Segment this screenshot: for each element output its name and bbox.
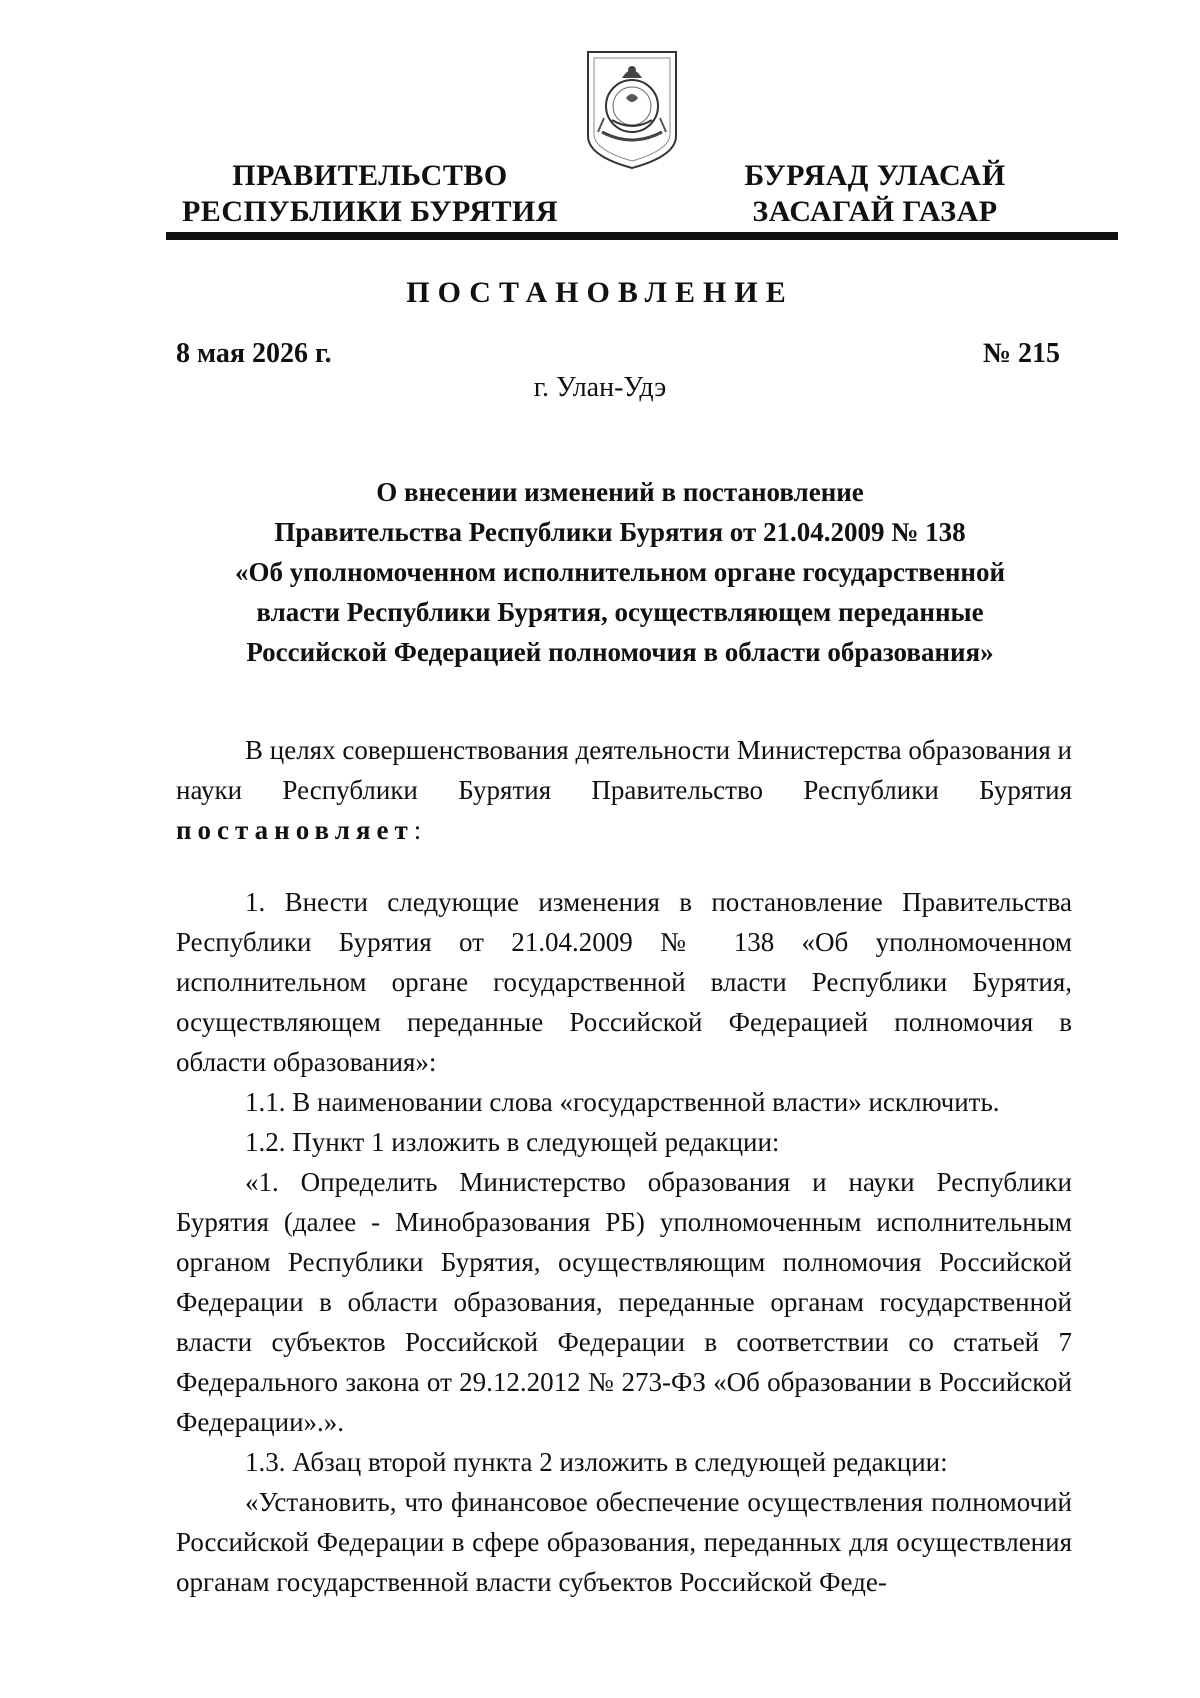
government-name-bua-line1: БУРЯАД УЛАСАЙ xyxy=(744,159,1006,192)
government-name-bua-line2: ЗАСАГАЙ ГАЗАР xyxy=(752,195,998,228)
document-city: г. Улан-Удэ xyxy=(533,372,667,403)
title-line: О внесении изменений в постановление xyxy=(376,477,864,507)
title-line: «Об уполномоченном исполнительном органе государственной xyxy=(234,557,1006,587)
header-divider xyxy=(166,232,1118,240)
preamble-colon: : xyxy=(413,815,422,845)
preamble-paragraph xyxy=(176,730,1072,850)
title-line: Российской Федерацией полномочия в области образования» xyxy=(246,637,994,667)
document-date: 8 мая 2026 г. xyxy=(176,338,332,369)
body-paragraph: 1.2. Пункт 1 изложить в следующей редакции: xyxy=(245,1127,780,1157)
government-name-ru xyxy=(160,158,580,230)
government-name-ru-line2: РЕСПУБЛИКИ БУРЯТИЯ xyxy=(181,195,559,228)
document-number: № 215 xyxy=(982,338,1060,369)
title-line: Правительства Республики Бурятия от 21.04.2009 № 138 xyxy=(274,517,966,547)
preamble xyxy=(176,730,1072,850)
body-paragraph: «Установить, что финансовое обеспечение осуществления полномочий Российской Федерации в сфере образования, переданных для осуществления органам государственной власти субъектов Российской Феде- xyxy=(176,1487,1072,1597)
document-title xyxy=(180,472,1060,672)
resolves-word: постановляет xyxy=(176,815,414,845)
body-paragraph: «1. Определить Министерство образования и науки Республики Бурятия (далее - Минобразования РБ) уполномоченным исполнительным органом Республики Бурятия, осуществляющим полномочия Российской Федерации в области образования, переданные органам государственной власти субъектов Российской Федерации в соответствии со статьей 7 Федерального закона от 29.12.2012 № 273-ФЗ «Об образовании в Российской Федерации».». xyxy=(176,1167,1072,1437)
body-paragraph: 1.3. Абзац второй пункта 2 изложить в следующей редакции: xyxy=(245,1447,948,1477)
title-line: власти Республики Бурятия, осуществляющем переданные xyxy=(256,597,984,627)
government-name-bua xyxy=(690,158,1060,230)
preamble-text: В целях совершенствования деятельности Министерства образования и науки Республики Бурятия Правительство Республики Бурятия xyxy=(176,735,1072,805)
government-name-ru-line1: ПРАВИТЕЛЬСТВО xyxy=(232,159,508,192)
body-paragraph: 1. Внести следующие изменения в постановление Правительства Республики Бурятия от 21.04.2009 № 138 «Об уполномоченном исполнительном органе государственной власти Республики Бурятия, осуществляющем переданные Российской Федерацией полномочия в области образования»: xyxy=(176,887,1072,1077)
document-body xyxy=(176,882,1072,1602)
document-type: ПОСТАНОВЛЕНИЕ xyxy=(406,276,794,309)
body-paragraph: 1.1. В наименовании слова «государственной власти» исключить. xyxy=(245,1087,1000,1117)
coat-of-arms-icon xyxy=(584,48,680,172)
